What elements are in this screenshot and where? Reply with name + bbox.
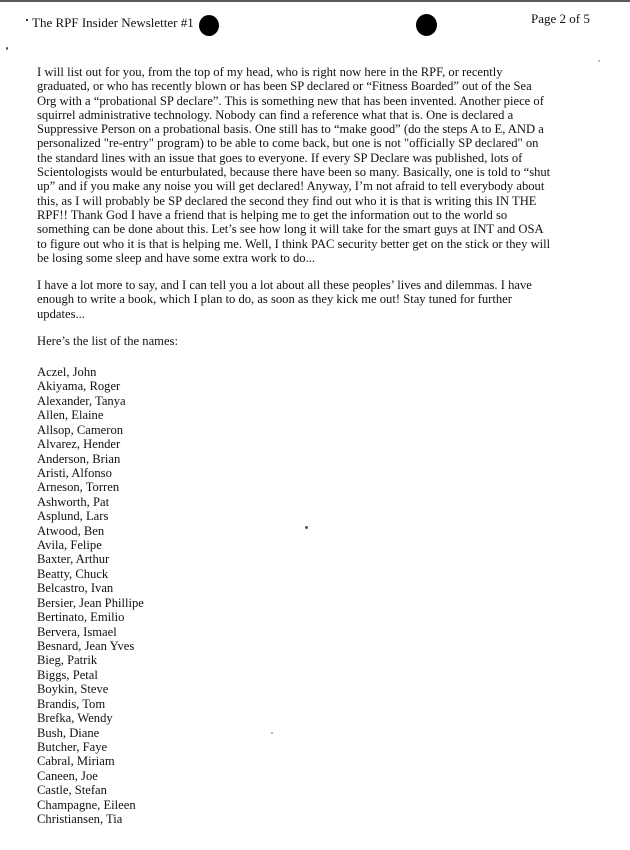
names-list	[37, 365, 144, 827]
scan-speck	[271, 732, 273, 734]
list-item: Cabral, Miriam	[37, 754, 115, 769]
paragraph-intro	[37, 65, 622, 265]
list-item: Butcher, Faye	[37, 739, 108, 754]
list-item: Beatty, Chuck	[37, 566, 109, 581]
list-item: Brefka, Wendy	[37, 711, 113, 726]
list-item: Akiyama, Roger	[37, 379, 121, 394]
scan-speck	[6, 47, 8, 50]
list-item: Bertinato, Emilio	[37, 610, 125, 625]
list-item: Bersier, Jean Phillipe	[37, 595, 144, 610]
list-item: Champagne, Eileen	[37, 797, 136, 812]
list-item: Allen, Elaine	[37, 408, 104, 423]
text-line: Scientologists would be enturbulated, because there have been so many. Basically, one is told to “shut	[37, 165, 551, 180]
list-item: Arneson, Torren	[37, 480, 120, 495]
list-item: Atwood, Ben	[37, 523, 105, 538]
list-item: Biggs, Petal	[37, 667, 98, 682]
list-item: Asplund, Lars	[37, 509, 109, 524]
text-line: up” and if you make any noise you will get declared! Anyway, I’m not afraid to tell everybody about	[37, 179, 545, 194]
text-line: Suppressive Person on a probational basis. One still has to “make good” (do the steps A to E, AND a	[37, 122, 544, 137]
list-item: Ashworth, Pat	[37, 494, 110, 509]
scan-speck	[305, 526, 308, 529]
page-top-border	[0, 0, 630, 2]
list-item: Caneen, Joe	[37, 768, 98, 783]
text-line: personalized "re-entry" program) to be able to come back, but one is not "officially SP declared" on	[37, 136, 539, 151]
page-number: Page 2 of 5	[531, 11, 590, 26]
newsletter-header	[26, 15, 194, 31]
list-item: Anderson, Brian	[37, 451, 121, 466]
list-item: Allsop, Cameron	[37, 422, 124, 437]
text-line: Here’s the list of the names:	[37, 334, 178, 348]
text-line: something can be done about this. Let’s see how long it will take for the smart guys at INT and OSA	[37, 222, 544, 237]
list-item: Bervera, Ismael	[37, 624, 117, 639]
list-item: Castle, Stefan	[37, 783, 107, 798]
list-item: Christiansen, Tia	[37, 812, 123, 827]
list-item: Bieg, Patrik	[37, 653, 98, 668]
text-line: to figure out who it is that is helping me. Well, I think PAC security better get on the stick or they will	[37, 236, 551, 251]
scan-speck	[598, 60, 600, 62]
text-line: graduated, or who has recently blown or has been SP declared or “Fitness Boarded” out of the Sea	[37, 79, 532, 94]
list-item: Alvarez, Hender	[37, 437, 121, 452]
list-item: Besnard, Jean Yves	[37, 639, 135, 654]
text-line: the standard lines with an issue that goes to everyone. If every SP Declare was published, lots of	[37, 150, 523, 165]
list-item: Aristi, Alfonso	[37, 465, 112, 480]
newsletter-title: The RPF Insider Newsletter #1	[32, 15, 194, 30]
list-item: Aczel, John	[37, 365, 97, 379]
list-item: Brandis, Tom	[37, 696, 106, 711]
redaction-dot-left	[199, 15, 219, 36]
text-line: RPF!! Thank God I have a friend that is helping me to get the information out to the world so	[37, 207, 508, 222]
text-line: I will list out for you, from the top of my head, who is right now here in the RPF, or recently	[37, 65, 503, 79]
list-item: Alexander, Tanya	[37, 393, 126, 408]
list-item: Boykin, Steve	[37, 682, 109, 697]
text-line: updates...	[37, 306, 85, 321]
list-item: Belcastro, Ivan	[37, 581, 114, 596]
paragraph-list-heading	[37, 334, 622, 348]
text-line: be losing some sleep and have some extra work to do...	[37, 250, 316, 265]
text-line: this, as I will probably be SP declared the second they find out who it is that is writing this IN THE	[37, 193, 537, 208]
scan-mark	[26, 19, 28, 21]
redaction-dot-right	[416, 14, 437, 36]
text-line: Org with a “probational SP declare”. This is something new that has been invented. Another piece of	[37, 93, 544, 108]
list-item: Bush, Diane	[37, 725, 100, 740]
list-item: Baxter, Arthur	[37, 552, 110, 567]
paragraph-more-to-say	[37, 278, 622, 321]
text-line: squirrel administrative technology. Nobody can find a reference what that is. One is declared a	[37, 107, 514, 122]
text-line: enough to write a book, which I plan to do, as soon as they kick me out! Stay tuned for further	[37, 292, 512, 307]
text-line: I have a lot more to say, and I can tell you a lot about all these peoples’ lives and dilemmas. I have	[37, 278, 532, 292]
list-item: Avila, Felipe	[37, 538, 102, 553]
